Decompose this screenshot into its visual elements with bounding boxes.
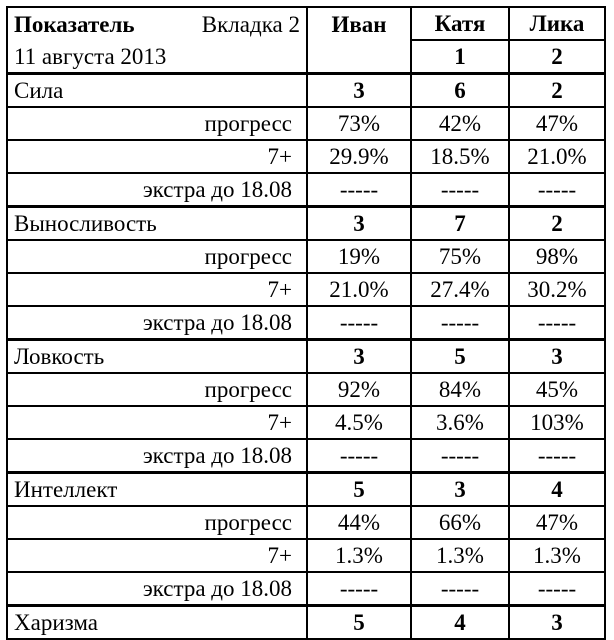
header-row (7, 7, 605, 40)
stat-value: ----- (509, 572, 605, 606)
stat-value: 44% (307, 506, 411, 539)
stat-value: 45% (509, 373, 605, 406)
stat-subrow-seven-plus (7, 539, 605, 572)
stat-row (7, 473, 605, 507)
header-tab: Вкладка 2 (201, 11, 300, 37)
stat-level: 3 (509, 340, 605, 374)
sub-label: прогресс (7, 373, 307, 406)
stat-row (7, 340, 605, 374)
sub-label: прогресс (7, 240, 307, 273)
sub-label: экстра до 18.08 (7, 306, 307, 340)
stat-value: ----- (307, 572, 411, 606)
stat-level: 3 (411, 473, 509, 507)
stat-level: 5 (307, 473, 411, 507)
stat-row (7, 74, 605, 108)
stat-value: 47% (509, 107, 605, 140)
stat-name: Сила (7, 74, 307, 108)
stat-value: 75% (411, 240, 509, 273)
stat-value: 103% (509, 406, 605, 439)
sub-label: 7+ (7, 539, 307, 572)
sub-label: 7+ (7, 140, 307, 173)
sub-label: экстра до 18.08 (7, 173, 307, 207)
stat-name: Выносливость (7, 207, 307, 241)
stat-level: 2 (509, 74, 605, 108)
stat-level: 7 (411, 207, 509, 241)
sub-label: экстра до 18.08 (7, 439, 307, 473)
stat-value: 3.6% (411, 406, 509, 439)
stat-level: 3 (307, 340, 411, 374)
stat-value: ----- (307, 173, 411, 207)
sub-label: экстра до 18.08 (7, 572, 307, 606)
header-subrow (7, 40, 605, 74)
stat-subrow-extra (7, 439, 605, 473)
stat-row (7, 606, 605, 640)
stat-value: 47% (509, 506, 605, 539)
stat-level: 4 (509, 473, 605, 507)
sub-label: прогресс (7, 506, 307, 539)
header-label: Показатель (14, 11, 135, 37)
stat-subrow-seven-plus (7, 140, 605, 173)
stat-value: 66% (411, 506, 509, 539)
stat-row (7, 207, 605, 241)
stat-level: 5 (411, 340, 509, 374)
stat-value: 29.9% (307, 140, 411, 173)
header-date: 11 августа 2013 (7, 40, 307, 74)
stat-level: 2 (509, 207, 605, 241)
player-name: Катя (411, 7, 509, 40)
stat-level: 5 (307, 606, 411, 640)
stat-value: 92% (307, 373, 411, 406)
stat-value: 42% (411, 107, 509, 140)
stat-value: ----- (307, 306, 411, 340)
stat-value: 1.3% (411, 539, 509, 572)
stat-value: 4.5% (307, 406, 411, 439)
stat-subrow-seven-plus (7, 406, 605, 439)
stat-level: 6 (411, 74, 509, 108)
stat-value: 19% (307, 240, 411, 273)
stat-level: 3 (509, 606, 605, 640)
stats-table (6, 6, 606, 640)
sub-label: прогресс (7, 107, 307, 140)
stat-value: 98% (509, 240, 605, 273)
stat-value: ----- (411, 572, 509, 606)
stat-value: 27.4% (411, 273, 509, 306)
stat-subrow-progress (7, 240, 605, 273)
stat-value: ----- (509, 439, 605, 473)
stat-value: 18.5% (411, 140, 509, 173)
player-number: 2 (509, 40, 605, 74)
stat-value: 73% (307, 107, 411, 140)
stat-value: ----- (411, 306, 509, 340)
stat-value: ----- (509, 306, 605, 340)
stat-subrow-progress (7, 506, 605, 539)
stat-subrow-progress (7, 373, 605, 406)
stat-level: 4 (411, 606, 509, 640)
sub-label: 7+ (7, 273, 307, 306)
stat-value: ----- (411, 439, 509, 473)
stat-subrow-extra (7, 173, 605, 207)
stat-level: 3 (307, 207, 411, 241)
stat-subrow-progress (7, 107, 605, 140)
stat-value: 1.3% (307, 539, 411, 572)
stat-value: 1.3% (509, 539, 605, 572)
stat-value: 21.0% (307, 273, 411, 306)
sub-label: 7+ (7, 406, 307, 439)
stat-value: 84% (411, 373, 509, 406)
stat-value: ----- (411, 173, 509, 207)
stat-value: 21.0% (509, 140, 605, 173)
stat-name: Ловкость (7, 340, 307, 374)
stat-name: Интеллект (7, 473, 307, 507)
stat-subrow-seven-plus (7, 273, 605, 306)
stat-level: 3 (307, 74, 411, 108)
stat-value: ----- (509, 173, 605, 207)
stat-subrow-extra (7, 572, 605, 606)
stat-subrow-extra (7, 306, 605, 340)
player-number: 1 (411, 40, 509, 74)
player-name: Иван (307, 7, 411, 40)
stat-value: 30.2% (509, 273, 605, 306)
header-label-cell (7, 7, 307, 40)
player-name: Лика (509, 7, 605, 40)
stat-value: ----- (307, 439, 411, 473)
stat-name: Харизма (7, 606, 307, 640)
player-number (307, 40, 411, 74)
